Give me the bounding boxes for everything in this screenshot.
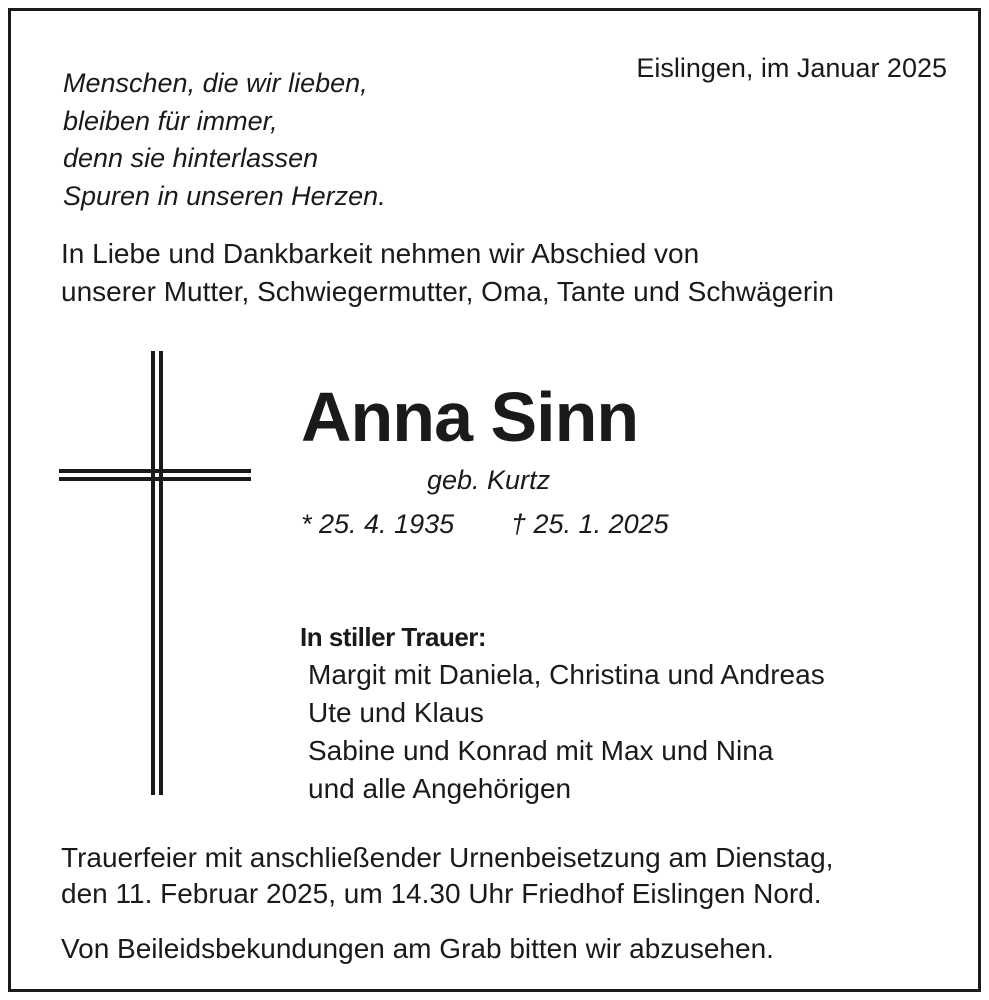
condolence-note: Von Beileidsbekundungen am Grab bitten wir abzusehen. bbox=[61, 933, 774, 964]
service-line: den 11. Februar 2025, um 14.30 Uhr Friedhof Eislingen Nord. bbox=[61, 878, 822, 909]
mourners-list bbox=[308, 656, 825, 808]
mourners-heading: In stiller Trauer: bbox=[300, 622, 487, 652]
intro-text bbox=[61, 235, 834, 311]
mourner-line: und alle Angehörigen bbox=[308, 773, 572, 804]
death-date: † 25. 1. 2025 bbox=[511, 509, 669, 539]
intro-line: unserer Mutter, Schwiegermutter, Oma, Tante und Schwägerin bbox=[61, 276, 834, 307]
mourner-line: Ute und Klaus bbox=[308, 697, 484, 728]
poem-line: bleiben für immer, bbox=[63, 105, 278, 136]
place-date: Eislingen, im Januar 2025 bbox=[636, 53, 947, 83]
deceased-name: Anna Sinn bbox=[301, 378, 639, 456]
poem bbox=[63, 65, 386, 215]
maiden-name: geb. Kurtz bbox=[427, 465, 551, 495]
poem-line: Spuren in unseren Herzen. bbox=[63, 180, 386, 211]
birth-date: * 25. 4. 1935 bbox=[301, 509, 455, 539]
mourner-line: Sabine und Konrad mit Max und Nina bbox=[308, 735, 774, 766]
intro-line: In Liebe und Dankbarkeit nehmen wir Abschied von bbox=[61, 238, 700, 269]
poem-line: denn sie hinterlassen bbox=[63, 143, 319, 173]
obituary-notice bbox=[8, 8, 981, 992]
service-info bbox=[61, 840, 833, 912]
mourner-line: Margit mit Daniela, Christina und Andreas bbox=[308, 659, 825, 690]
poem-line: Menschen, die wir lieben, bbox=[63, 68, 368, 98]
service-line: Trauerfeier mit anschließender Urnenbeisetzung am Dienstag, bbox=[61, 842, 834, 873]
cross-icon bbox=[59, 351, 251, 795]
